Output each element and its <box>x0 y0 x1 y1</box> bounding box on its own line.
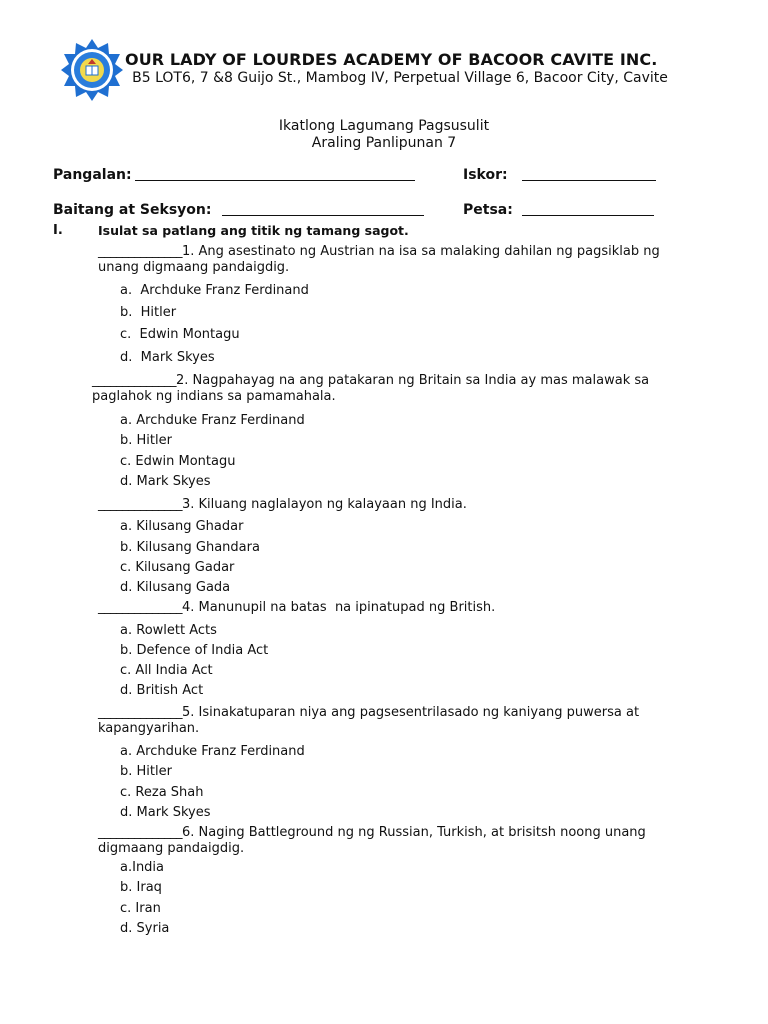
section-instruction: Isulat sa patlang ang titik ng tamang sagot. <box>98 223 409 238</box>
date-label: Petsa: <box>463 202 513 218</box>
question-6 <box>98 825 698 857</box>
choice-4d: d. British Act <box>120 683 204 698</box>
choice-5a: a. Archduke Franz Ferdinand <box>120 744 305 759</box>
exam-subject: Araling Panlipunan 7 <box>311 135 457 151</box>
grade-section-field[interactable] <box>222 215 424 216</box>
choice-4c: c. All India Act <box>120 663 213 678</box>
school-address: B5 LOT6, 7 &8 Guijo St., Mambog IV, Perpetual Village 6, Bacoor City, Cavite <box>132 70 668 86</box>
choice-4a: a. Rowlett Acts <box>120 623 217 638</box>
choice-1a: a. Archduke Franz Ferdinand <box>120 283 309 298</box>
question-text: 5. Isinakatuparan niya ang pagsesentrilasado ng kaniyang puwersa at kapangyarihan. <box>98 705 640 736</box>
answer-blank[interactable]: ______________ <box>98 705 182 720</box>
question-text: 3. Kiluang naglalayon ng kalayaan ng India. <box>182 497 467 512</box>
question-3 <box>98 497 698 513</box>
choice-5b: b. Hitler <box>120 764 172 779</box>
name-field[interactable] <box>135 180 415 181</box>
answer-blank[interactable]: ______________ <box>98 497 182 512</box>
answer-blank[interactable]: ______________ <box>92 373 176 388</box>
question-text: 6. Naging Battleground ng ng Russian, Turkish, at brisitsh noong unang digmaang pandaigdig. <box>98 825 646 856</box>
question-1 <box>98 244 698 276</box>
choice-3c: c. Kilusang Gadar <box>120 560 235 575</box>
school-name: OUR LADY OF LOURDES ACADEMY OF BACOOR CAVITE INC. <box>125 50 658 69</box>
choice-3b: b. Kilusang Ghandara <box>120 540 260 555</box>
choice-4b: b. Defence of India Act <box>120 643 269 658</box>
grade-section-label: Baitang at Seksyon: <box>53 202 212 218</box>
question-2 <box>92 373 702 405</box>
question-text: 4. Manunupil na batas na ipinatupad ng British. <box>182 600 496 615</box>
question-text: 2. Nagpahayag na ang patakaran ng Britain sa India ay mas malawak sa paglahok ng indians sa pamamahala. <box>92 373 650 404</box>
choice-6a: a.India <box>120 860 165 875</box>
choice-6d: d. Syria <box>120 921 170 936</box>
name-label: Pangalan: <box>53 167 132 183</box>
choice-2a: a. Archduke Franz Ferdinand <box>120 413 305 428</box>
answer-blank[interactable]: ______________ <box>98 825 182 840</box>
choice-3a: a. Kilusang Ghadar <box>120 519 244 534</box>
choice-3d: d. Kilusang Gada <box>120 580 231 595</box>
choice-2c: c. Edwin Montagu <box>120 454 236 469</box>
choice-2d: d. Mark Skyes <box>120 474 211 489</box>
choice-1c: c. Edwin Montagu <box>120 327 240 342</box>
choice-2b: b. Hitler <box>120 433 172 448</box>
question-4 <box>98 600 698 616</box>
choice-6c: c. Iran <box>120 901 161 916</box>
question-text: 1. Ang asestinato ng Austrian na isa sa malaking dahilan ng pagsiklab ng unang digmaang pandaigdig. <box>98 244 660 275</box>
question-5 <box>98 705 698 737</box>
score-field[interactable] <box>522 180 656 181</box>
answer-blank[interactable]: ______________ <box>98 244 182 259</box>
choice-5d: d. Mark Skyes <box>120 805 211 820</box>
section-number: I. <box>53 223 63 238</box>
choice-5c: c. Reza Shah <box>120 785 204 800</box>
choice-1d: d. Mark Skyes <box>120 350 215 365</box>
choice-6b: b. Iraq <box>120 880 162 895</box>
answer-blank[interactable]: ______________ <box>98 600 182 615</box>
exam-title: Ikatlong Lagumang Pagsusulit <box>278 118 490 134</box>
choice-1b: b. Hitler <box>120 305 177 320</box>
score-label: Iskor: <box>463 167 508 183</box>
date-field[interactable] <box>522 215 654 216</box>
exam-title-block <box>0 118 768 152</box>
